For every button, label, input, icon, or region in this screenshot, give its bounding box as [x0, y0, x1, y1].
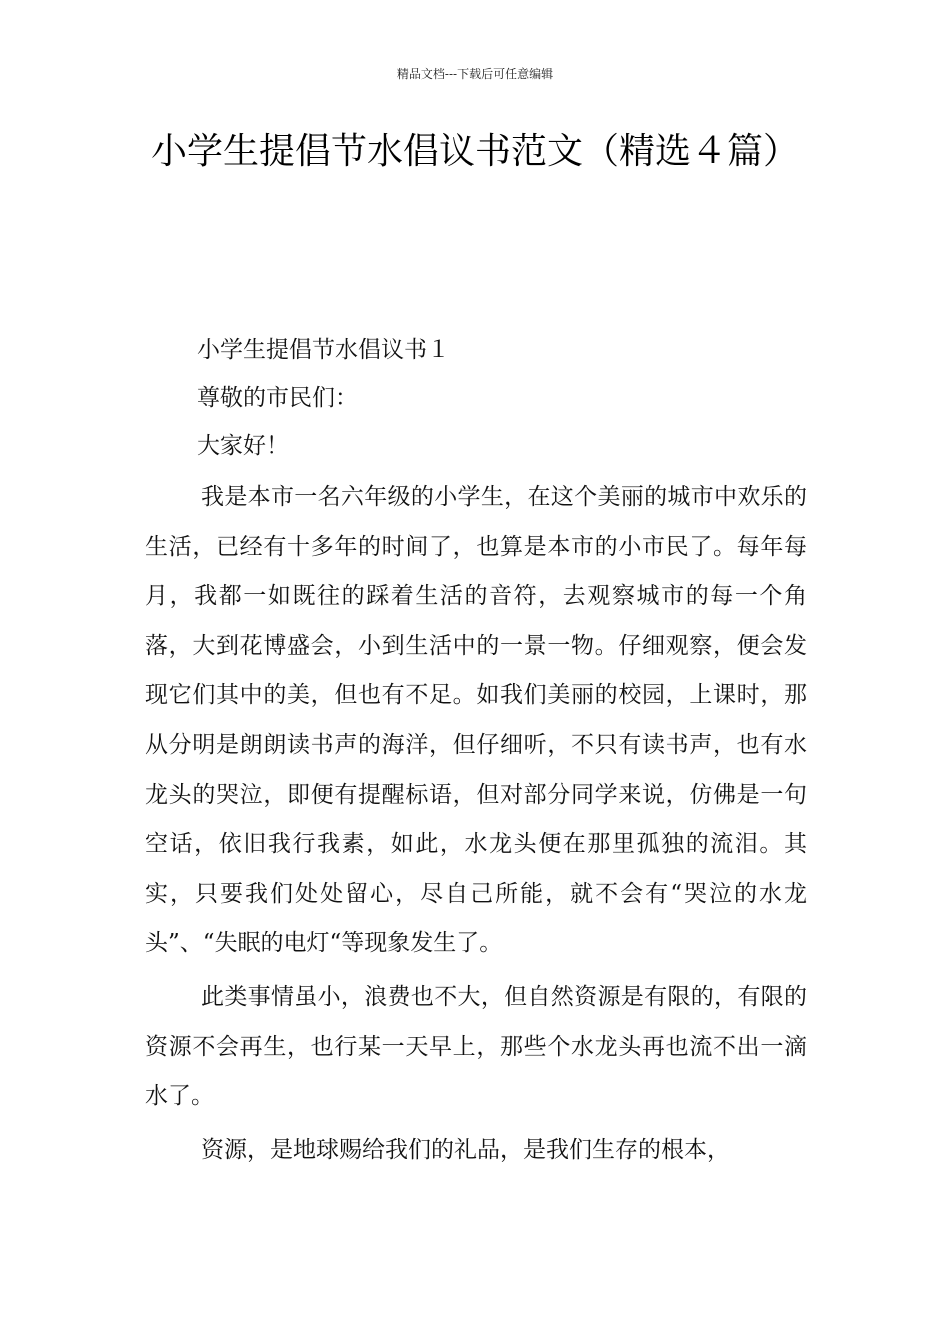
paragraph: 资源，是地球赐给我们的礼品，是我们生存的根本， — [201, 1136, 730, 1163]
document-title: 小学生提倡节水倡议书范文（精选４篇） — [150, 131, 799, 172]
greeting: 大家好！ — [197, 433, 289, 459]
paragraph: 我是本市一名六年级的小学生，在这个美丽的城市中欢乐的生活，已经有十多年的时间了，也算是本市的小市民了。每年每月，我都一如既往的踩着生活的音符，去观察城市的每一个角落，大到花博盛会，小到生活中的一景一物。仔细观察，便会发现它们其中的美，但也有不足。如我们美丽的校园，上课时，那从分明是朗朗读书声的海洋，但仔细听，不只有读书声，也有水龙头的哭泣，即便有提醒标语，但对部分同学来说，仿佛是一句空话，依旧我行我素，如此，水龙头便在那里孤独的流泪。其实，只要我们处处留心，尽自己所能，就不会有“哭泣的水龙头”、“失眠的电灯“等现象发生了。 — [145, 484, 807, 957]
section-heading: 小学生提倡节水倡议书１ — [197, 337, 450, 363]
document-body — [145, 326, 807, 1175]
paragraph: 此类事情虽小，浪费也不大，但自然资源是有限的，有限的资源不会再生，也行某一天早上，那些个水龙头再也流不出一滴水了。 — [145, 983, 807, 1110]
salutation: 尊敬的市民们： — [197, 385, 358, 411]
page-header-note: 精品文档---下载后可任意编辑 — [396, 67, 554, 81]
